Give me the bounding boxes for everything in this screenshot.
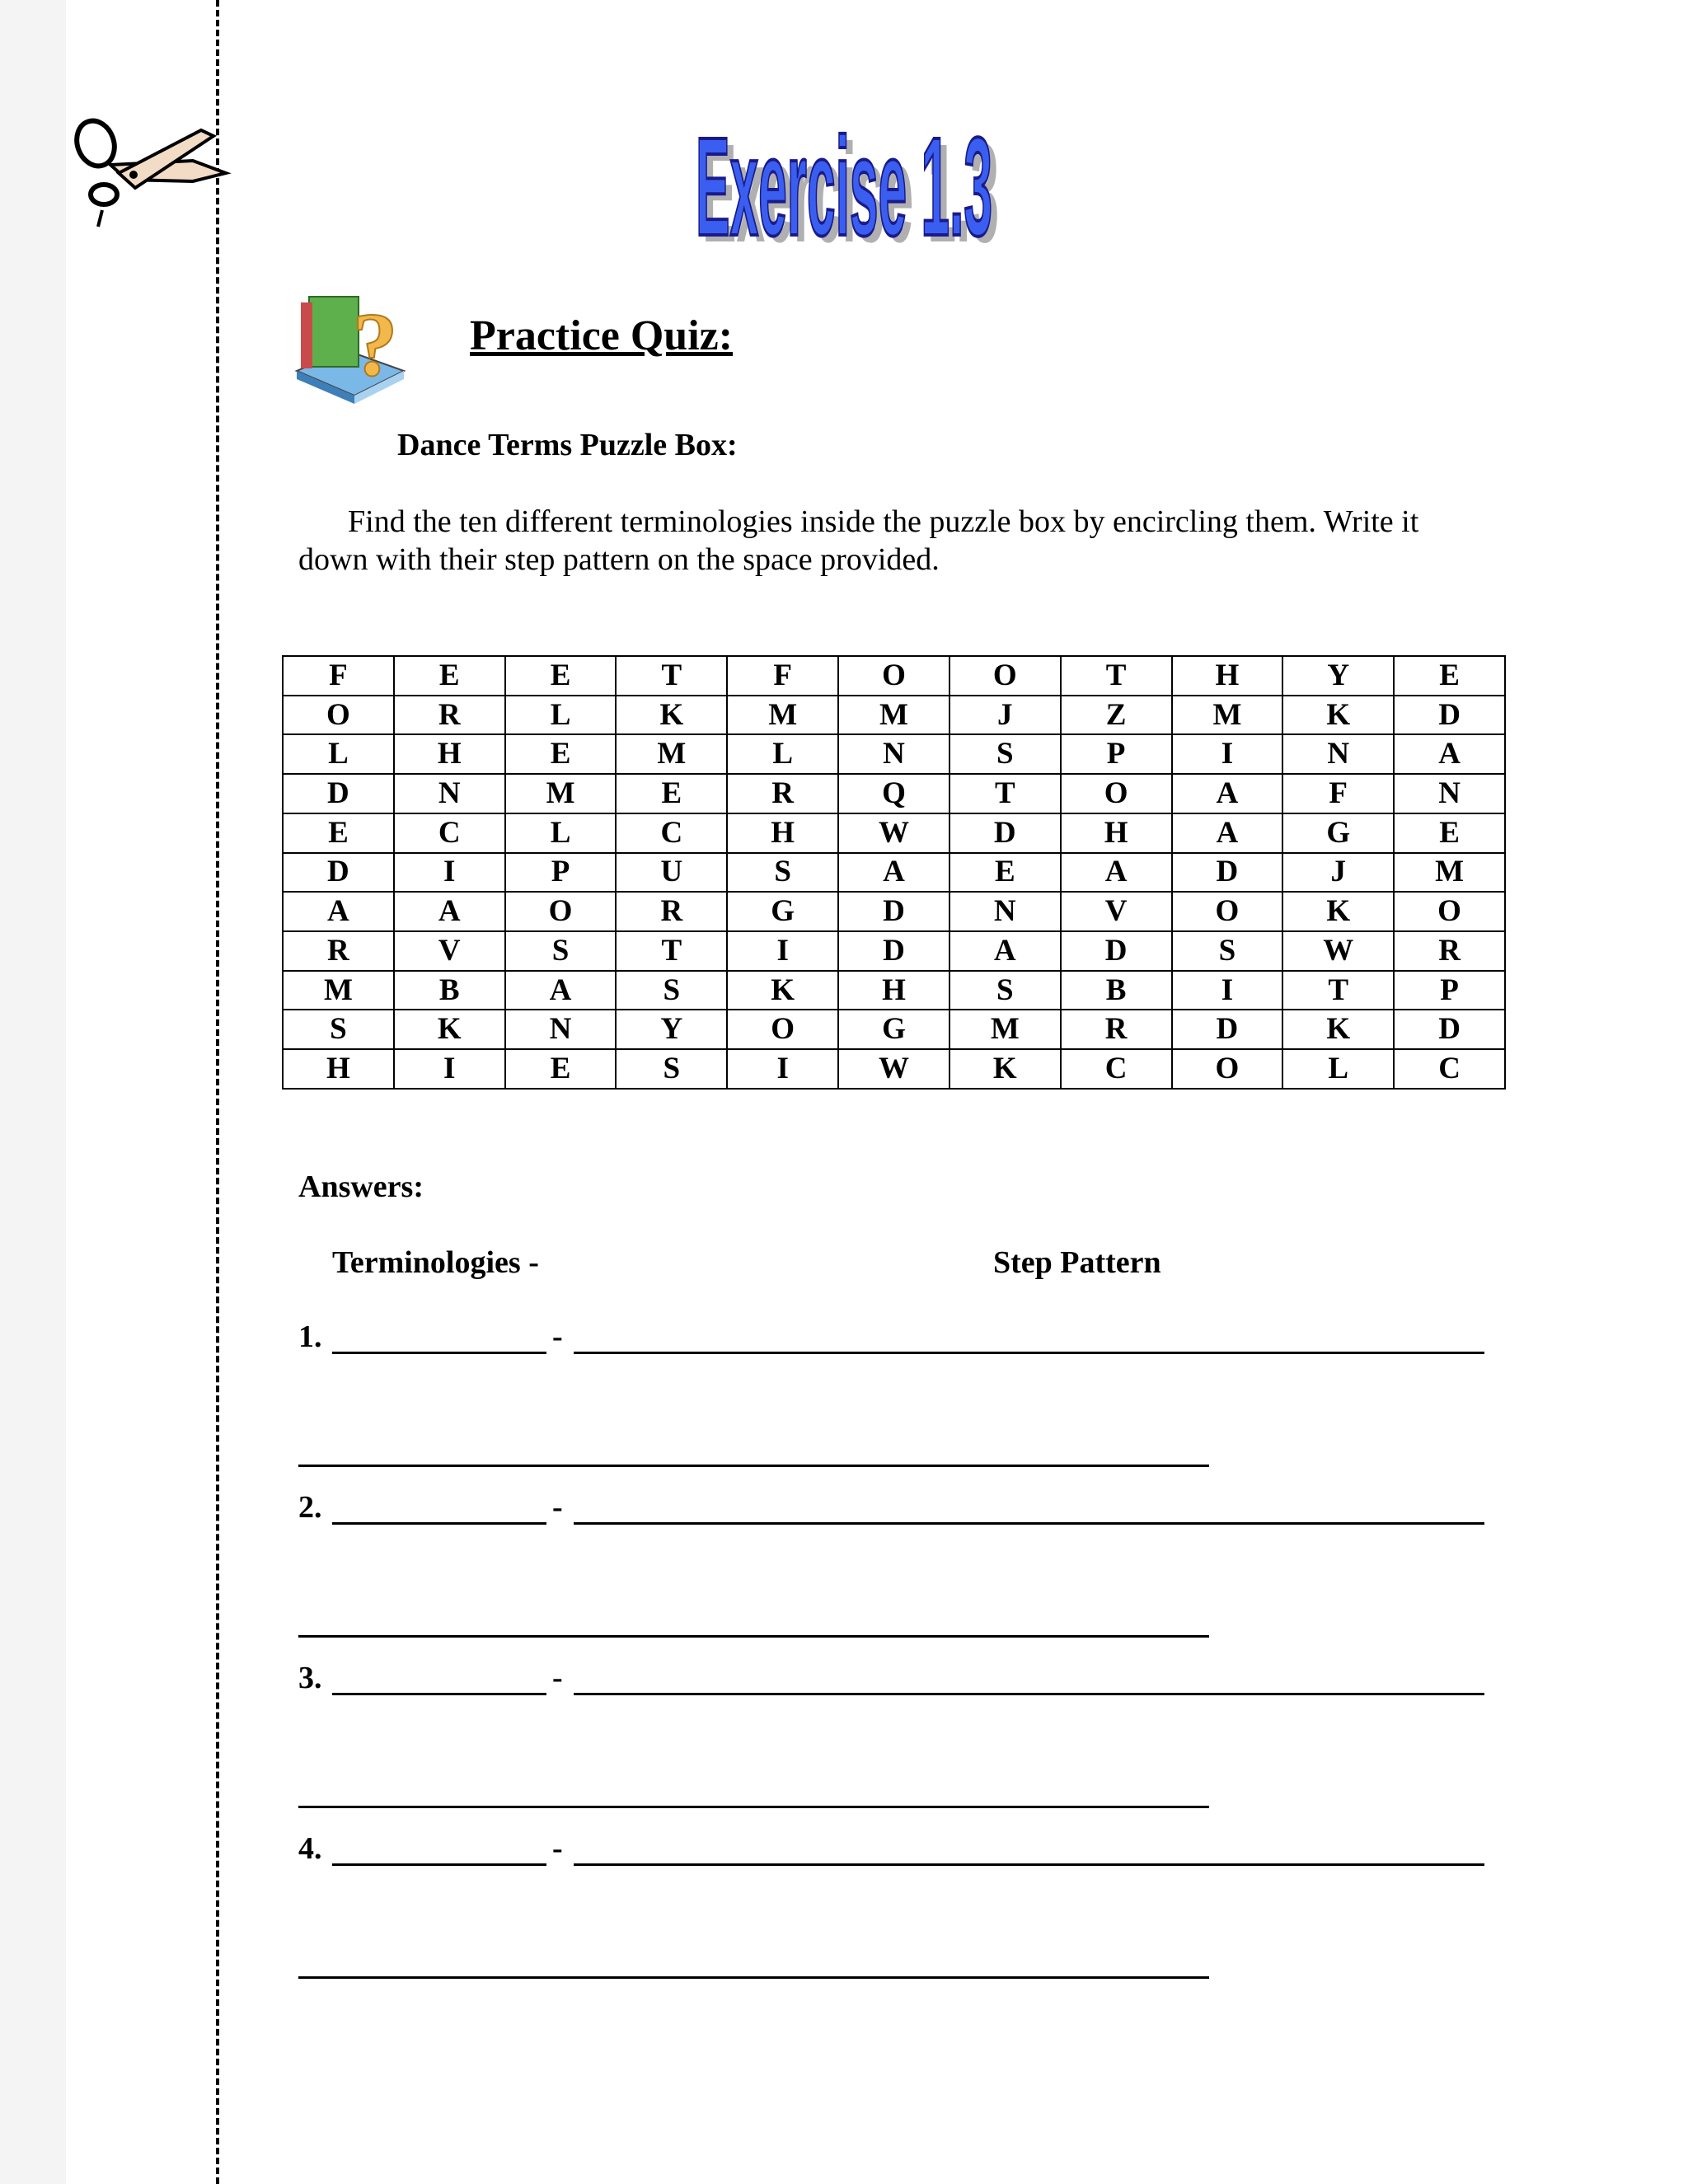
puzzle-cell[interactable]: C — [616, 813, 727, 853]
puzzle-cell[interactable]: P — [505, 853, 617, 893]
puzzle-cell[interactable]: L — [505, 813, 617, 853]
exercise-title-shadow: Exercise 1.3 — [702, 115, 999, 255]
puzzle-cell[interactable]: O — [1061, 774, 1172, 813]
puzzle-cell[interactable]: M — [616, 734, 727, 774]
puzzle-cell[interactable]: P — [1394, 971, 1505, 1010]
exercise-title — [0, 115, 1688, 255]
puzzle-row — [283, 1049, 1505, 1089]
puzzle-cell[interactable]: L — [727, 734, 838, 774]
puzzle-cell[interactable]: T — [616, 931, 727, 971]
puzzle-cell[interactable]: H — [283, 1049, 394, 1089]
puzzle-row — [283, 774, 1505, 813]
puzzle-cell[interactable]: H — [838, 971, 950, 1010]
puzzle-cell[interactable]: O — [950, 656, 1061, 696]
puzzle-cell[interactable]: Q — [838, 774, 950, 813]
puzzle-cell[interactable]: H — [727, 813, 838, 853]
puzzle-cell[interactable]: J — [950, 696, 1061, 735]
puzzle-cell[interactable]: I — [394, 853, 505, 893]
puzzle-cell[interactable]: T — [1061, 656, 1172, 696]
puzzle-cell[interactable]: E — [950, 853, 1061, 893]
puzzle-row — [283, 892, 1505, 931]
answer-row — [0, 1830, 1688, 1995]
puzzle-row — [283, 734, 1505, 774]
puzzle-cell[interactable]: B — [394, 971, 505, 1010]
book-question-icon — [288, 284, 412, 408]
puzzle-cell[interactable]: D — [1394, 696, 1505, 735]
puzzle-cell[interactable]: G — [838, 1010, 950, 1049]
puzzle-cell[interactable]: R — [1394, 931, 1505, 971]
puzzle-cell[interactable]: W — [838, 813, 950, 853]
puzzle-subhead: Dance Terms Puzzle Box: — [397, 428, 738, 462]
terminology-blank[interactable] — [332, 1863, 546, 1866]
puzzle-cell[interactable]: D — [950, 813, 1061, 853]
puzzle-row — [283, 931, 1505, 971]
puzzle-cell[interactable]: Y — [616, 1010, 727, 1049]
puzzle-cell[interactable]: A — [394, 892, 505, 931]
puzzle-cell[interactable]: D — [1061, 931, 1172, 971]
puzzle-cell[interactable]: M — [838, 696, 950, 735]
puzzle-cell[interactable]: I — [727, 1049, 838, 1089]
puzzle-cell[interactable]: N — [505, 1010, 617, 1049]
puzzle-cell[interactable]: D — [838, 931, 950, 971]
step-pattern-blank[interactable] — [574, 1693, 1484, 1695]
puzzle-cell[interactable]: M — [505, 774, 617, 813]
answer-separator: - — [552, 1319, 563, 1354]
puzzle-grid — [282, 655, 1506, 1090]
puzzle-cell[interactable]: S — [1172, 931, 1283, 971]
puzzle-cell[interactable]: O — [1172, 1049, 1283, 1089]
puzzle-cell[interactable]: S — [727, 853, 838, 893]
puzzle-cell[interactable]: A — [283, 892, 394, 931]
puzzle-cell[interactable]: O — [727, 1010, 838, 1049]
puzzle-cell[interactable]: E — [1394, 656, 1505, 696]
puzzle-cell[interactable]: T — [950, 774, 1061, 813]
puzzle-cell[interactable]: D — [838, 892, 950, 931]
answer-number: 1. — [298, 1319, 322, 1354]
puzzle-cell[interactable]: I — [727, 931, 838, 971]
puzzle-cell[interactable]: N — [394, 774, 505, 813]
puzzle-cell[interactable]: F — [1282, 774, 1394, 813]
puzzle-cell[interactable]: S — [616, 1049, 727, 1089]
quiz-title: Practice Quiz: — [470, 312, 734, 359]
puzzle-cell[interactable]: K — [394, 1010, 505, 1049]
step-pattern-header: Step Pattern — [993, 1245, 1161, 1280]
puzzle-cell[interactable]: A — [1172, 774, 1283, 813]
puzzle-cell[interactable]: G — [1282, 813, 1394, 853]
puzzle-cell[interactable]: V — [1061, 892, 1172, 931]
terminology-blank[interactable] — [332, 1522, 546, 1525]
puzzle-row — [283, 853, 1505, 893]
puzzle-cell[interactable]: N — [1394, 774, 1505, 813]
puzzle-cell[interactable]: L — [1282, 1049, 1394, 1089]
puzzle-cell[interactable]: E — [394, 656, 505, 696]
answer-number: 3. — [298, 1661, 322, 1695]
puzzle-cell[interactable]: K — [1282, 892, 1394, 931]
puzzle-cell[interactable]: N — [950, 892, 1061, 931]
puzzle-cell[interactable]: F — [283, 656, 394, 696]
answers-label: Answers: — [298, 1169, 424, 1204]
step-pattern-continuation-blank[interactable] — [298, 1806, 1209, 1808]
puzzle-cell[interactable]: I — [1172, 734, 1283, 774]
puzzle-cell[interactable]: D — [283, 853, 394, 893]
puzzle-cell[interactable]: A — [1172, 813, 1283, 853]
puzzle-cell[interactable]: Y — [1282, 656, 1394, 696]
puzzle-cell[interactable]: R — [727, 774, 838, 813]
puzzle-cell[interactable]: F — [727, 656, 838, 696]
puzzle-cell[interactable]: E — [283, 813, 394, 853]
answer-number: 2. — [298, 1490, 322, 1525]
puzzle-cell[interactable]: I — [1172, 971, 1283, 1010]
terminologies-header: Terminologies - — [332, 1245, 539, 1280]
step-pattern-blank[interactable] — [574, 1352, 1484, 1354]
puzzle-cell[interactable]: A — [1061, 853, 1172, 893]
terminology-blank[interactable] — [332, 1352, 546, 1354]
puzzle-row — [283, 813, 1505, 853]
answer-separator: - — [552, 1831, 563, 1866]
puzzle-cell[interactable]: U — [616, 853, 727, 893]
answer-row — [0, 1660, 1688, 1825]
puzzle-cell[interactable]: C — [1394, 1049, 1505, 1089]
step-pattern-blank[interactable] — [574, 1863, 1484, 1866]
puzzle-cell[interactable]: W — [1282, 931, 1394, 971]
puzzle-cell[interactable]: D — [1172, 1010, 1283, 1049]
puzzle-cell[interactable]: D — [283, 774, 394, 813]
puzzle-cell[interactable]: N — [838, 734, 950, 774]
puzzle-cell[interactable]: K — [616, 696, 727, 735]
puzzle-cell[interactable]: K — [1282, 696, 1394, 735]
puzzle-cell[interactable]: C — [394, 813, 505, 853]
svg-text:?: ? — [352, 294, 398, 395]
puzzle-cell[interactable]: S — [950, 734, 1061, 774]
puzzle-row — [283, 971, 1505, 1010]
puzzle-cell[interactable]: C — [1061, 1049, 1172, 1089]
puzzle-cell[interactable]: A — [950, 931, 1061, 971]
puzzle-cell[interactable]: M — [727, 696, 838, 735]
puzzle-row — [283, 656, 1505, 696]
puzzle-cell[interactable]: M — [950, 1010, 1061, 1049]
step-pattern-continuation-blank[interactable] — [298, 1635, 1209, 1638]
puzzle-cell[interactable]: S — [950, 971, 1061, 1010]
puzzle-cell[interactable]: G — [727, 892, 838, 931]
puzzle-cell[interactable]: O — [505, 892, 617, 931]
exercise-title-text: Exercise 1.3 — [696, 115, 992, 255]
puzzle-cell[interactable]: H — [1061, 813, 1172, 853]
puzzle-cell[interactable]: M — [1172, 696, 1283, 735]
puzzle-cell[interactable]: A — [1394, 734, 1505, 774]
puzzle-row — [283, 696, 1505, 735]
answer-row — [0, 1319, 1688, 1483]
puzzle-cell[interactable]: V — [394, 931, 505, 971]
puzzle-cell[interactable]: M — [283, 971, 394, 1010]
puzzle-cell[interactable]: T — [1282, 971, 1394, 1010]
answer-number: 4. — [298, 1831, 322, 1866]
puzzle-cell[interactable]: S — [505, 931, 617, 971]
puzzle-cell[interactable]: P — [1061, 734, 1172, 774]
puzzle-cell[interactable]: O — [1172, 892, 1283, 931]
puzzle-cell[interactable]: K — [727, 971, 838, 1010]
answer-row — [0, 1489, 1688, 1654]
puzzle-cell[interactable]: A — [838, 853, 950, 893]
step-pattern-continuation-blank[interactable] — [298, 1976, 1209, 1979]
puzzle-cell[interactable]: E — [505, 1049, 617, 1089]
puzzle-cell[interactable]: W — [838, 1049, 950, 1089]
puzzle-cell[interactable]: M — [1394, 853, 1505, 893]
puzzle-cell[interactable]: H — [1172, 656, 1283, 696]
puzzle-cell[interactable]: O — [1394, 892, 1505, 931]
step-pattern-continuation-blank[interactable] — [298, 1465, 1209, 1467]
puzzle-cell[interactable]: R — [1061, 1010, 1172, 1049]
puzzle-cell[interactable]: E — [505, 656, 617, 696]
puzzle-cell[interactable]: O — [838, 656, 950, 696]
puzzle-cell[interactable]: O — [283, 696, 394, 735]
instructions: Find the ten different terminologies inside the puzzle box by encircling them. Write it down with their step pattern on the space provided. — [298, 504, 1419, 577]
puzzle-cell[interactable]: S — [616, 971, 727, 1010]
puzzle-cell[interactable]: H — [394, 734, 505, 774]
puzzle-cell[interactable]: S — [283, 1010, 394, 1049]
puzzle-cell[interactable]: L — [505, 696, 617, 735]
puzzle-cell[interactable]: D — [1172, 853, 1283, 893]
puzzle-cell[interactable]: L — [283, 734, 394, 774]
puzzle-cell[interactable]: T — [616, 656, 727, 696]
step-pattern-blank[interactable] — [574, 1522, 1484, 1525]
puzzle-cell[interactable]: K — [1282, 1010, 1394, 1049]
puzzle-cell[interactable]: D — [1394, 1010, 1505, 1049]
puzzle-cell[interactable]: R — [394, 696, 505, 735]
puzzle-cell[interactable]: Z — [1061, 696, 1172, 735]
puzzle-cell[interactable]: E — [505, 734, 617, 774]
puzzle-cell[interactable]: K — [950, 1049, 1061, 1089]
terminology-blank[interactable] — [332, 1693, 546, 1695]
puzzle-cell[interactable]: E — [616, 774, 727, 813]
puzzle-cell[interactable]: I — [394, 1049, 505, 1089]
puzzle-cell[interactable]: J — [1282, 853, 1394, 893]
answer-separator: - — [552, 1661, 563, 1695]
puzzle-cell[interactable]: R — [283, 931, 394, 971]
puzzle-cell[interactable]: A — [505, 971, 617, 1010]
puzzle-cell[interactable]: R — [616, 892, 727, 931]
puzzle-row — [283, 1010, 1505, 1049]
puzzle-cell[interactable]: N — [1282, 734, 1394, 774]
puzzle-cell[interactable]: B — [1061, 971, 1172, 1010]
puzzle-cell[interactable]: E — [1394, 813, 1505, 853]
answer-separator: - — [552, 1490, 563, 1525]
